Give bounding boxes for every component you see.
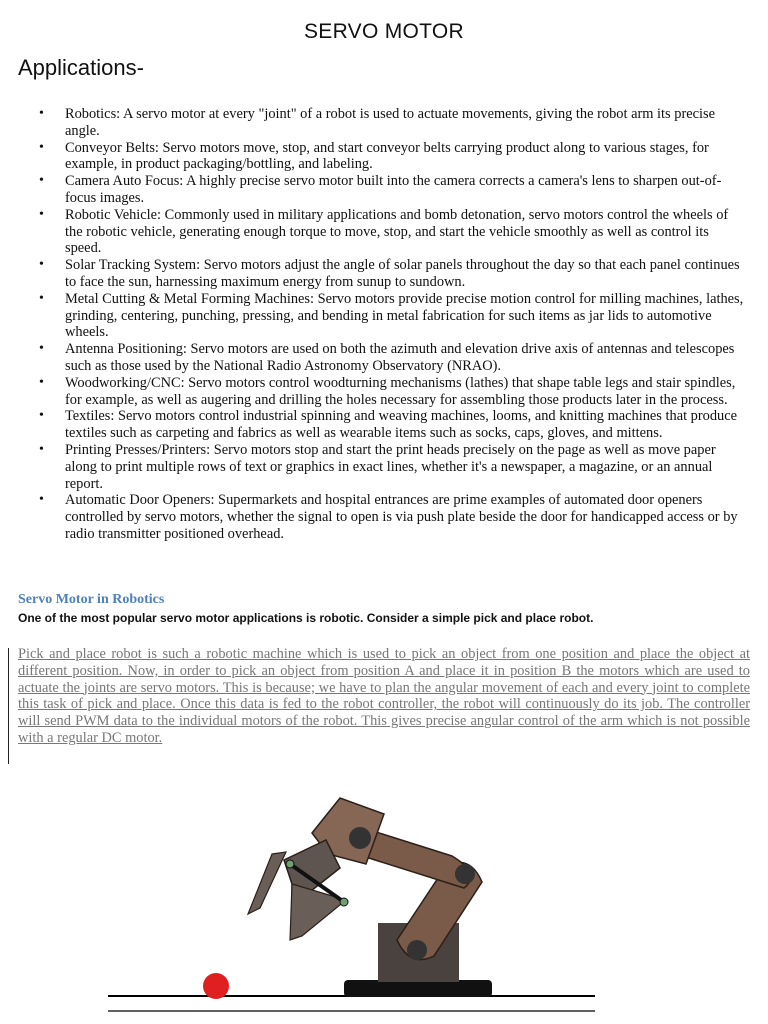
base-joint xyxy=(407,940,427,960)
list-item: • Automatic Door Openers: Supermarkets and hospital entrances are prime examples of automated door openers controlled by servo motors, whether the signal to open is via push plate beside the door for handicapped access or by radio transmitter positioned overhead. xyxy=(0,492,768,542)
robotics-paragraph: Pick and place robot is such a robotic machine which is used to pick an object from one position and place the object at different position. Now, in order to pick an object from position A and place it in position B the motors which are used to actuate the joints are servo motors. This is because; we have to plan the angular movement of each and every joint to complete this task of pick and place. Once this data is fed to the robot controller, the robot will continuously do its job. The controller will send PWM data to the individual motors of the robot. This gives precise angular control of the arm which is not possible with a regular DC motor. xyxy=(18,646,750,746)
robot-gripper xyxy=(248,840,348,940)
list-item: • Conveyor Belts: Servo motors move, stop, and start conveyor belts carrying product along to various stages, for example, in product packaging/bottling, and labeling. xyxy=(0,140,768,174)
elbow-joint xyxy=(455,864,475,884)
list-item: • Woodworking/CNC: Servo motors control woodturning mechanisms (lathes) that shape table legs and stair spindles, for example, as well as augering and drilling the holes necessary for assembling those products later in the process. xyxy=(0,375,768,409)
revision-margin-bar xyxy=(8,648,9,764)
list-item: • Antenna Positioning: Servo motors are used on both the azimuth and elevation drive axis of antennas and telescopes such as those used by the National Radio Astronomy Observatory (NRAO). xyxy=(0,341,768,375)
list-item: • Solar Tracking System: Servo motors adjust the angle of solar panels throughout the day so that each panel continues to face the sun, harnessing maximum energy from sunup to sundown. xyxy=(0,257,768,291)
pick-and-place-robot-illustration xyxy=(0,780,768,1024)
object-ball xyxy=(203,973,229,999)
list-item: • Metal Cutting & Metal Forming Machines: Servo motors provide precise motion control for milling machines, lathes, grinding, centering, punching, pressing, and bending in metal fabrication for such items as jar lids to automotive wheels. xyxy=(0,291,768,341)
applications-list xyxy=(0,106,768,543)
list-item: • Robotic Vehicle: Commonly used in military applications and bomb detonation, servo motors control the wheels of the robotic vehicle, generating enough torque to move, stop, and start the vehicle smoothly as well as control its speed. xyxy=(0,207,768,257)
list-item: • Textiles: Servo motors control industrial spinning and weaving machines, looms, and knitting machines that produce textiles such as carpeting and fabrics as well as wearable items such as socks, caps, gloves, and mittens. xyxy=(0,408,768,442)
list-item: • Robotics: A servo motor at every "joint" of a robot is used to actuate movements, giving the robot arm its precise angle. xyxy=(0,106,768,140)
robotics-section-heading: Servo Motor in Robotics xyxy=(18,592,165,607)
list-item: • Camera Auto Focus: A highly precise servo motor built into the camera corrects a camera's lens to sharpen out-of-focus images. xyxy=(0,173,768,207)
page-title: SERVO MOTOR xyxy=(303,20,465,43)
robotics-intro: One of the most popular servo motor applications is robotic. Consider a simple pick and place robot. xyxy=(18,611,594,625)
list-item: • Printing Presses/Printers: Servo motors stop and start the print heads precisely on the page as well as move paper along to print multiple rows of text or graphics in exact lines, whether it's a newspaper, a magazine, or an annual report. xyxy=(0,442,768,492)
robot-base-plate xyxy=(344,980,492,997)
wrist-joint xyxy=(349,827,371,849)
applications-heading: Applications- xyxy=(18,55,144,80)
